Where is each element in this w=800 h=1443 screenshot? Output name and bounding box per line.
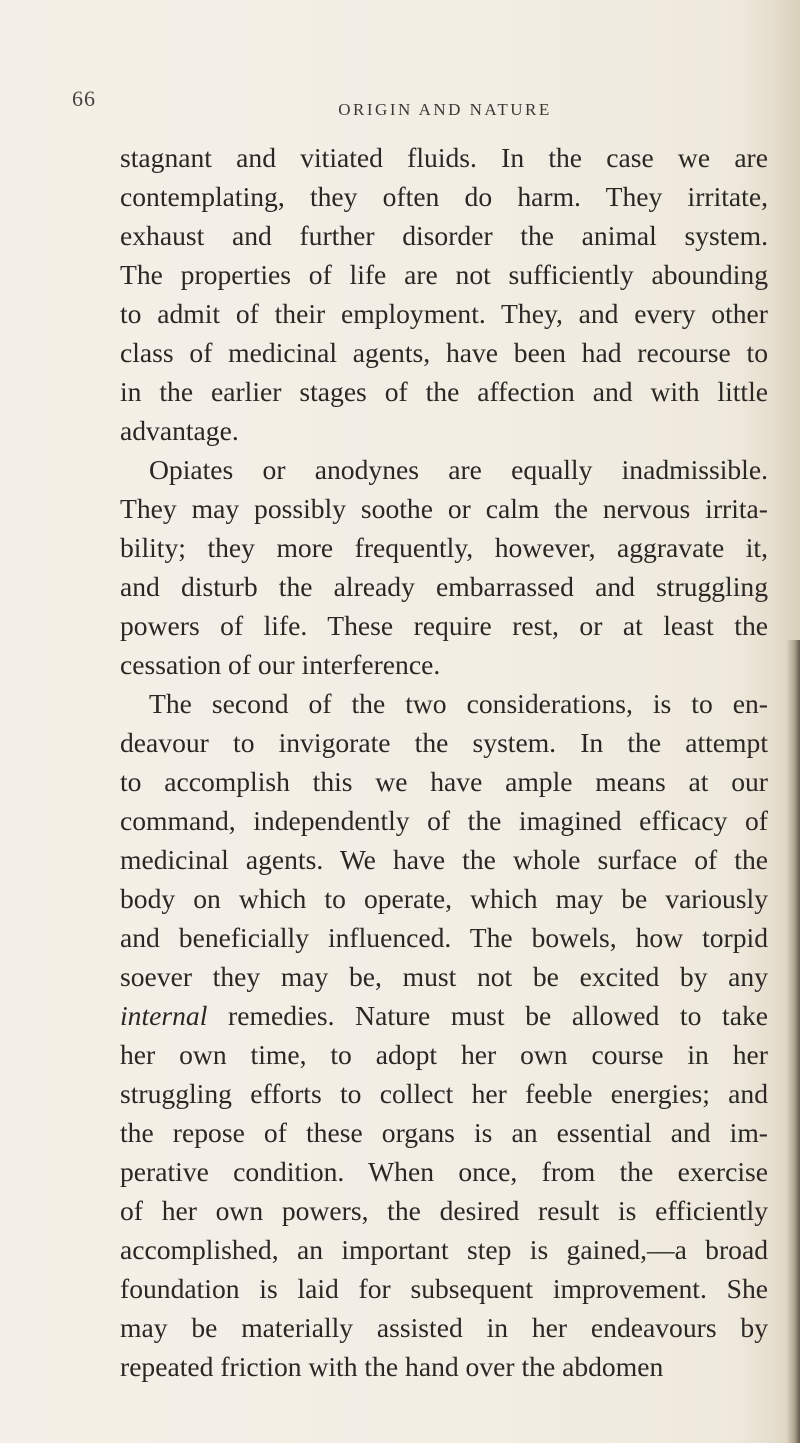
text-line-rest: remedies. Nature must be allowed to take (207, 1000, 768, 1031)
text-line: class of medicinal agents, have been had recourse to (120, 337, 768, 368)
text-line: accomplished, an important step is gained,—a broad (120, 1234, 768, 1265)
text-line: body on which to operate, which may be variously (120, 883, 768, 914)
text-line: powers of life. These require rest, or at least the (120, 610, 768, 641)
text-line: The properties of life are not sufficiently abounding (120, 259, 768, 290)
text-line: deavour to invigorate the system. In the attempt (120, 727, 768, 758)
text-line: of her own powers, the desired result is efficiently (120, 1195, 768, 1226)
text-line: contemplating, they often do harm. They irritate, (120, 181, 768, 212)
text-line: the repose of these organs is an essential and im- (120, 1117, 768, 1148)
text-line: foundation is laid for subsequent improvement. She (120, 1273, 768, 1304)
text-line: bility; they more frequently, however, aggravate it, (120, 532, 768, 563)
text-line: medicinal agents. We have the whole surface of the (120, 844, 768, 875)
italic-word: internal (120, 1000, 208, 1031)
text-line: exhaust and further disorder the animal system. (120, 220, 768, 251)
text-line: in the earlier stages of the affection and with little (120, 376, 768, 407)
text-line: stagnant and vitiated fluids. In the case we are (120, 142, 768, 173)
text-line: perative condition. When once, from the exercise (120, 1156, 768, 1187)
text-line: soever they may be, must not be excited by any (120, 961, 768, 992)
text-line: and beneficially influenced. The bowels, how torpid (120, 922, 768, 953)
text-line: struggling efforts to collect her feeble energies; and (120, 1078, 768, 1109)
text-line: her own time, to adopt her own course in her (120, 1039, 768, 1070)
text-line-italic-start (120, 996, 768, 1035)
running-title: ORIGIN AND NATURE (338, 100, 552, 119)
text-line: They may possibly soothe or calm the nervous irrita- (120, 493, 768, 524)
text-line: to admit of their employment. They, and every other (120, 298, 768, 329)
paragraph-start-line: Opiates or anodynes are equally inadmissible. (149, 454, 768, 485)
page-number: 66 (72, 86, 96, 111)
body-text (120, 138, 768, 1386)
text-line: repeated friction with the hand over the abdomen (120, 1351, 664, 1382)
page-edge-shadow (786, 640, 800, 1443)
text-line: cessation of our interference. (120, 649, 441, 680)
text-line: command, independently of the imagined efficacy of (120, 805, 768, 836)
text-line: advantage. (120, 415, 239, 446)
text-line: to accomplish this we have ample means at our (120, 766, 768, 797)
text-line: and disturb the already embarrassed and struggling (120, 571, 768, 602)
text-line: may be materially assisted in her endeavours by (120, 1312, 768, 1343)
paragraph-start-line: The second of the two considerations, is to en- (149, 688, 768, 719)
